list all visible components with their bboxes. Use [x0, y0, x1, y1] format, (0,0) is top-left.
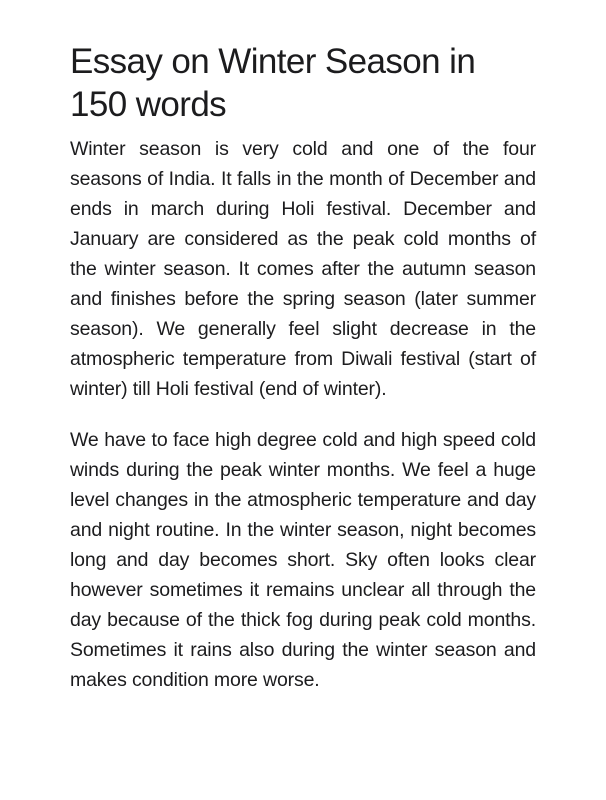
paragraph-2: We have to face high degree cold and high speed cold winds during the peak winter months. We feel a huge level changes in the atmospheric temperature and day and night routine. In the winter season, night becomes long and day becomes short. Sky often looks clear however sometimes it remains unclear all through the day because of the thick fog during peak cold months. Sometimes it rains also during the winter season and makes condition more worse.	[70, 429, 536, 691]
article-title: Essay on Winter Season in 150 words	[70, 42, 476, 124]
article	[70, 40, 536, 695]
paragraph-1: Winter season is very cold and one of the four seasons of India. It falls in the month of December and ends in march during Holi festival. December and January are considered as the peak cold months of the winter season. It comes after the autumn season and finishes before the spring season (later summer season). We generally feel slight decrease in the atmospheric temperature from Diwali festival (start of winter) till Holi festival (end of winter).	[70, 138, 536, 400]
